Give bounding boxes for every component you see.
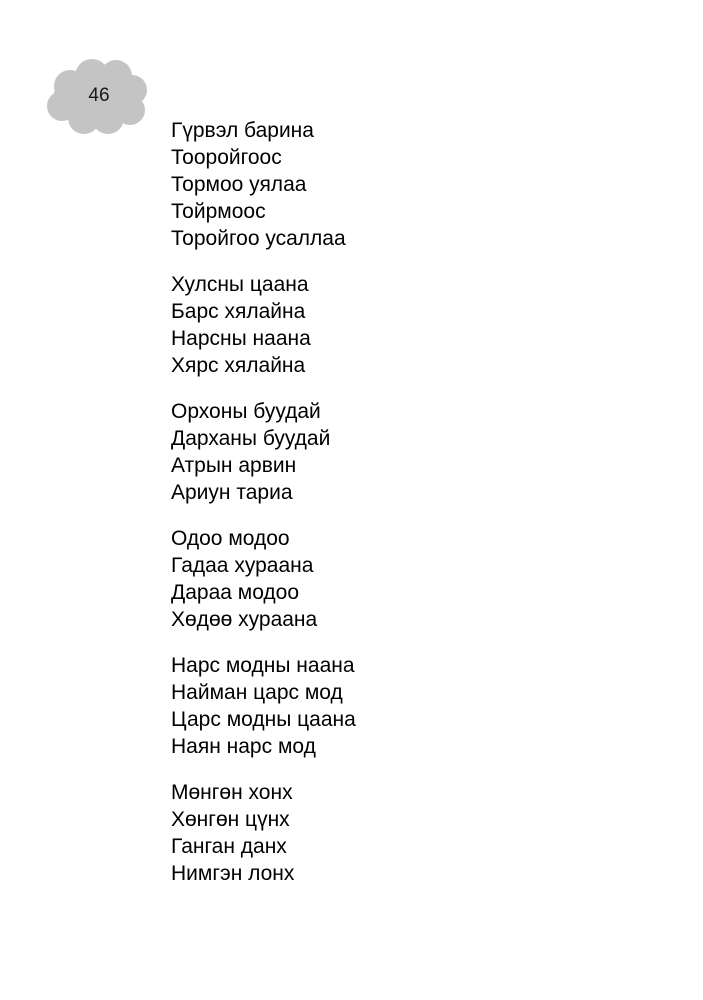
poem-line: Ганган данх	[171, 835, 287, 858]
poem-line: Хөнгөн цүнх	[171, 808, 290, 831]
stanza	[171, 652, 651, 760]
poem-line: Тооройгоос	[171, 146, 282, 169]
poem-line: Ариун тариа	[171, 481, 293, 504]
poem-line: Одоо модоо	[171, 527, 290, 550]
poem-line: Нимгэн лонх	[171, 862, 295, 885]
poem-line: Найман царс мод	[171, 681, 343, 704]
poem-line: Барс хялайна	[171, 300, 306, 323]
poem-line: Хулсны цаана	[171, 273, 309, 296]
poem-line: Нарсны наана	[171, 327, 311, 350]
poem-line: Наян нарс мод	[171, 735, 316, 758]
stanza	[171, 525, 651, 633]
poem-line: Тойрмоос	[171, 200, 266, 223]
poem-line: Тормоо уялаа	[171, 173, 307, 196]
stanza	[171, 271, 651, 379]
stanza	[171, 779, 651, 887]
poem-line: Гүрвэл барина	[171, 119, 314, 142]
poem-line: Дараа модоо	[171, 581, 300, 604]
poem-line: Хөдөө хураана	[171, 608, 318, 631]
page-number: 46	[88, 85, 110, 106]
poem-line: Мөнгөн хонх	[171, 781, 293, 804]
stanza	[171, 117, 651, 252]
poem-body	[171, 117, 651, 906]
poem-line: Гадаа хураана	[171, 554, 314, 577]
poem-line: Царс модны цаана	[171, 708, 356, 731]
poem-line: Орхоны буудай	[171, 400, 321, 423]
poem-line: Дарханы буудай	[171, 427, 331, 450]
poem-line: Атрын арвин	[171, 454, 297, 477]
page-number-badge	[44, 56, 150, 136]
poem-line: Торойгоо усаллаа	[171, 227, 346, 250]
stanza	[171, 398, 651, 506]
poem-line: Хярс хялайна	[171, 354, 306, 377]
poem-line: Нарс модны наана	[171, 654, 355, 677]
